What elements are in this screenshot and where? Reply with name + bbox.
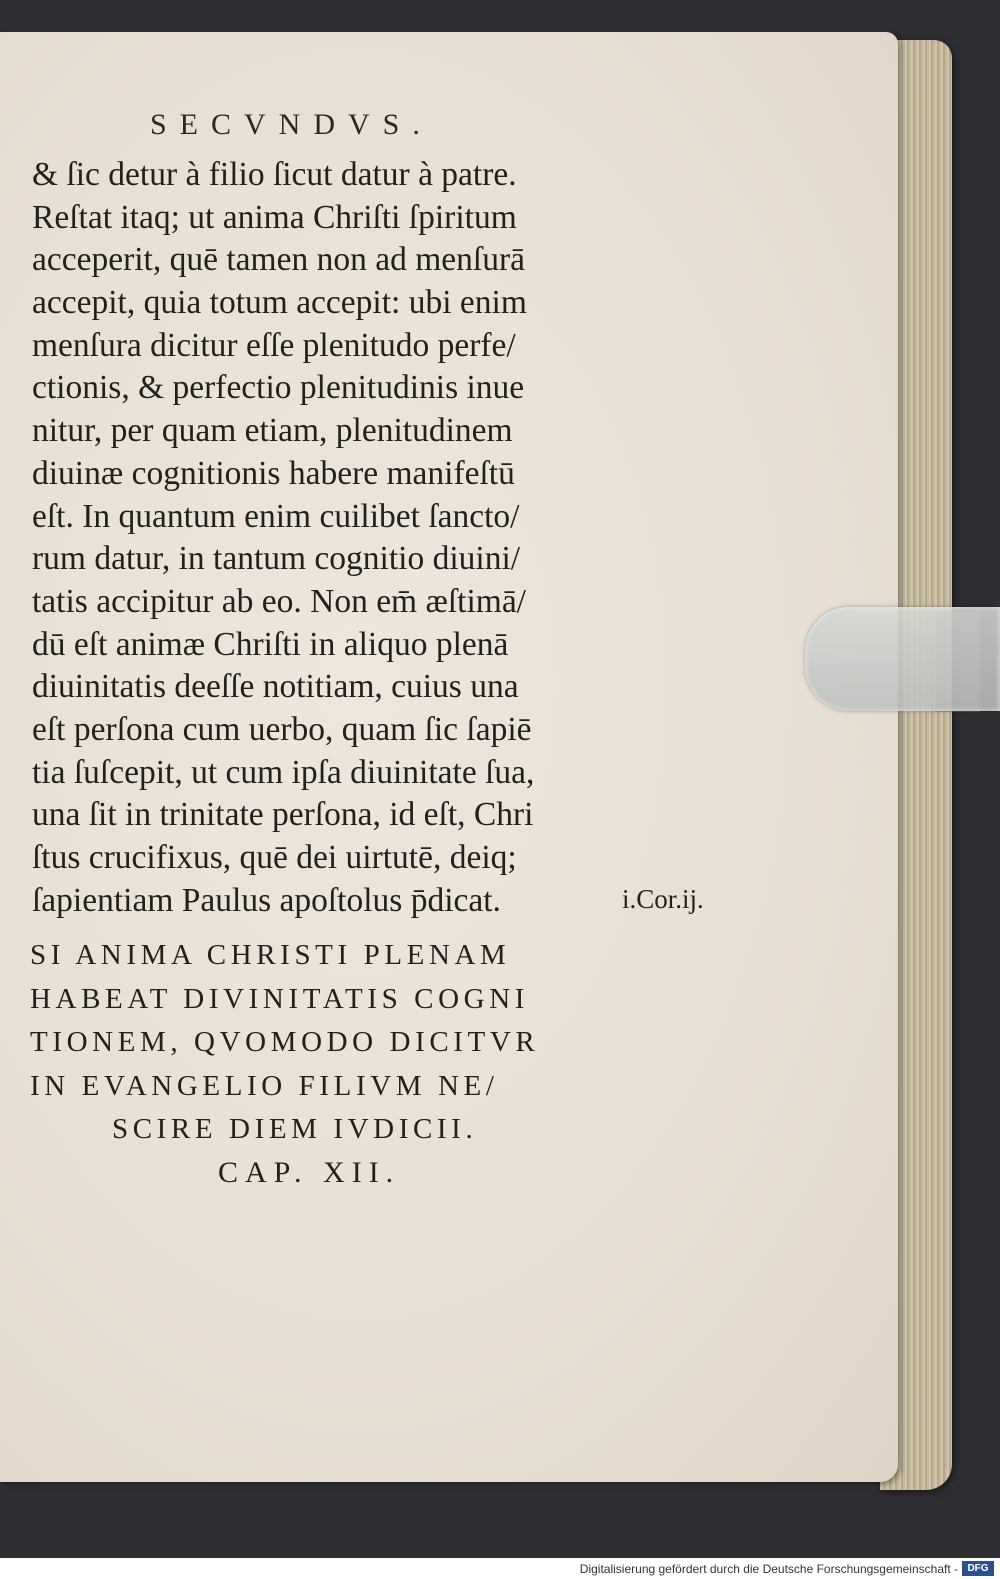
text-line: rum datur, in tantum cognitio diuini/ bbox=[32, 540, 521, 578]
heading-line: HABEAT DIVINITATIS COGNI bbox=[30, 982, 530, 1015]
text-line: tatis accipitur ab eo. Non em̄ æſtimā/ bbox=[32, 582, 526, 620]
text-line: menſura dicitur eſſe plenitudo perfe/ bbox=[32, 326, 516, 364]
text-line: una ſit in trinitate perſona, id eſt, Chri bbox=[32, 796, 534, 834]
text-line: ſtus crucifixus, quē dei uirtutē, deiq; bbox=[32, 839, 517, 876]
heading-line: SCIRE DIEM IVDICII. bbox=[112, 1113, 478, 1145]
heading-line: TIONEM, QVOMODO DICITVR bbox=[30, 1026, 540, 1058]
marginal-note: i.Cor.ij. bbox=[622, 884, 704, 914]
chapter-number: CAP. XII. bbox=[218, 1156, 401, 1189]
text-line: dū eſt animæ Chriſti in aliquo plenā bbox=[32, 625, 509, 663]
text-line: acceperit, quē tamen non ad menſurā bbox=[32, 241, 525, 279]
body-text bbox=[32, 154, 622, 922]
page-clip bbox=[805, 607, 1000, 711]
heading-line: IN EVANGELIO FILIVM NE/ bbox=[30, 1069, 499, 1102]
text-line: Reſtat itaq; ut anima Chriſti ſpiritum bbox=[32, 198, 517, 236]
footer-credit: Digitalisierung gefördert durch die Deutsche Forschungsgemeinschaft - bbox=[579, 1562, 958, 1576]
running-head: SECVNDVS. bbox=[150, 108, 433, 141]
text-line: diuinitatis deeſſe notitiam, cuius una bbox=[32, 668, 519, 706]
chapter-heading bbox=[30, 934, 630, 1152]
text-line: ſapientiam Paulus apoſtolus p̄dicat. bbox=[32, 881, 501, 919]
text-line: tia ſuſcepit, ut cum ipſa diuinitate ſua, bbox=[32, 753, 535, 791]
text-line: accepit, quia totum accepit: ubi enim bbox=[32, 284, 527, 322]
heading-line: SI ANIMA CHRISTI PLENAM bbox=[30, 939, 511, 971]
text-line: eſt perſona cum uerbo, quam ſic ſapiē bbox=[32, 710, 532, 748]
footer-bar bbox=[0, 1558, 1000, 1579]
text-line: & ſic detur à filio ſicut datur à patre. bbox=[32, 156, 517, 193]
text-line: eſt. In quantum enim cuilibet ſancto/ bbox=[32, 497, 520, 535]
text-line: diuinæ cognitionis habere manifeſtū bbox=[32, 454, 515, 492]
text-line: nitur, per quam etiam, plenitudinem bbox=[32, 412, 513, 450]
text-line: ctionis, & perfectio plenitudinis inue bbox=[32, 369, 525, 407]
dfg-logo: DFG bbox=[962, 1561, 994, 1576]
